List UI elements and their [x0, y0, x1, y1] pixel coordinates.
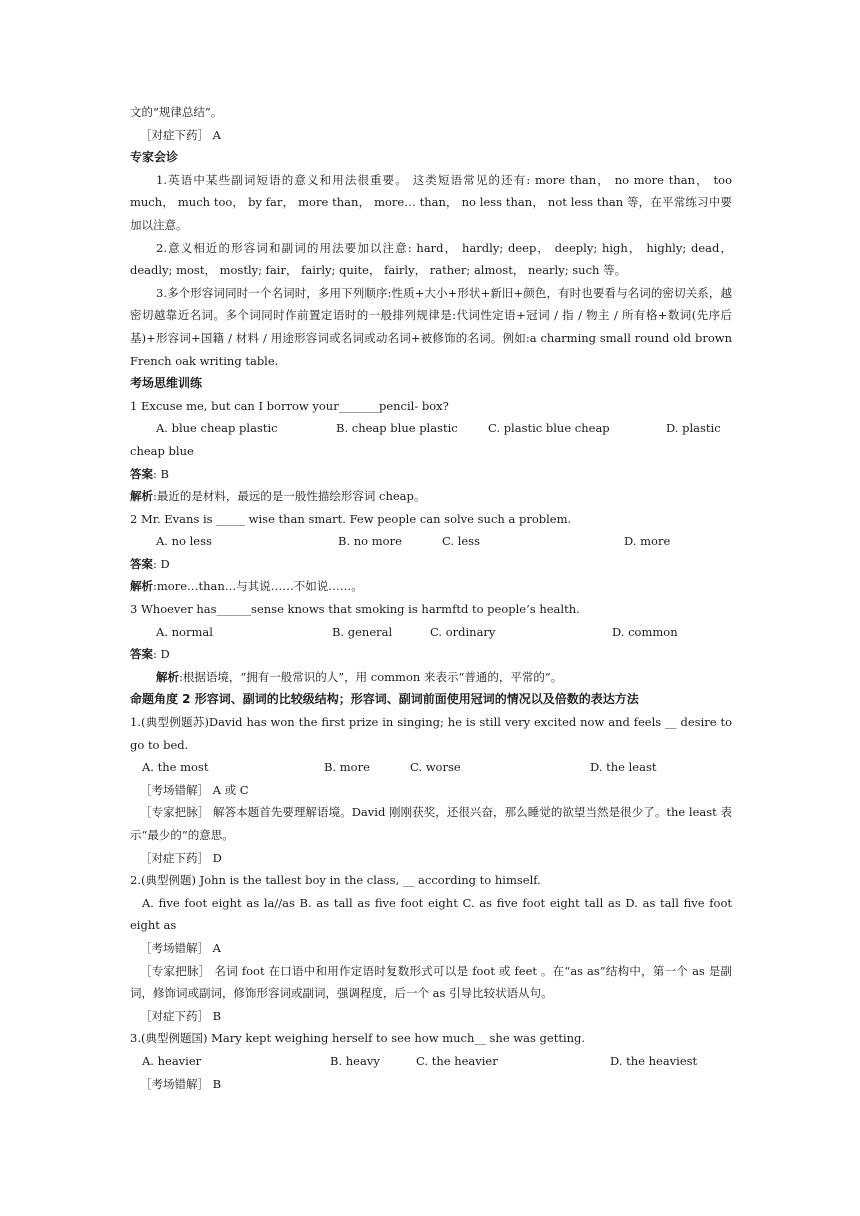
- option-b: B. heavy: [330, 1053, 380, 1068]
- mistake-line: ［考场错解］ A: [140, 940, 221, 955]
- section-heading-expert: 专家会诊: [130, 150, 179, 165]
- pulse-paragraph: ［专家把脉］ 解答本题首先要理解语境。David 刚刚获奖，还很兴奋，那么睡觉的欲望当然是很少了。the least 表示“最少的”的意思。: [130, 805, 732, 842]
- option-d: D. plastic: [666, 421, 721, 436]
- pulse-paragraph: ［专家把脉］ 名词 foot 在口语中和用作定语时复数形式可以是 foot 或 feet 。在“as as”结构中，第一个 as 是副词，修饰词或副词，修饰形容词或副词，强调程度，后一个 as 引导比较状语从句。: [130, 963, 732, 1001]
- text-line: 文的“规律总结”。: [130, 105, 223, 119]
- option-a: A. the most: [142, 760, 209, 775]
- option-b: B. more: [324, 760, 370, 775]
- option-d: D. the least: [590, 760, 657, 775]
- option-b: B. cheap blue plastic: [336, 421, 458, 436]
- option-a: A. no less: [156, 534, 212, 549]
- question-options: [130, 530, 732, 553]
- example-options: [130, 1050, 732, 1073]
- answer-line: 答案: B: [130, 466, 169, 481]
- mistake-line: ［考场错解］ B: [140, 1076, 222, 1091]
- option-d: D. more: [624, 534, 671, 549]
- mistake-line: ［考场错解］ A 或 C: [140, 782, 249, 797]
- example-options: A. five foot eight as la//as B. as tall as five foot eight C. as five foot eight tall as D. as tall five foot eight as: [130, 895, 732, 933]
- example-options: [130, 756, 732, 779]
- question-stem: 3 Whoever has______sense knows that smoking is harmftd to people’s health.: [130, 602, 580, 617]
- option-c: C. worse: [410, 760, 461, 775]
- option-c: C. the heavier: [416, 1053, 498, 1068]
- option-d: D. the heaviest: [610, 1053, 698, 1068]
- analysis-line: 解析:最近的是材料，最远的是一般性描绘形容词 cheap。: [130, 489, 426, 504]
- option-d: D. common: [612, 624, 678, 639]
- option-b: B. general: [332, 624, 393, 639]
- question-options: [130, 417, 732, 440]
- option-b: B. no more: [338, 534, 402, 549]
- remedy-line: ［对症下药］ D: [140, 850, 222, 865]
- option-a: A. heavier: [142, 1053, 202, 1068]
- analysis-line: 解析:根据语境，“拥有一般常识的人”，用 common 来表示“普通的，平常的”。: [156, 669, 563, 684]
- question-stem: 2 Mr. Evans is _____ wise than smart. Few people can solve such a problem.: [130, 511, 572, 526]
- document-page: [130, 101, 732, 1095]
- section-heading-training: 考场思维训练: [130, 376, 203, 391]
- paragraph-1: 1.英语中某些副词短语的意义和用法很重要。 这类短语常见的还有: more than， no more than， too much， much too， by far， more than， more… than， no less than， not less than 等，在平常练习中要加以注意。: [130, 172, 732, 232]
- example-stem: 1.(典型例题苏)David has won the first prize in singing; he is still very excited now and feels __ desire to go to bed.: [130, 715, 732, 752]
- paragraph-2: 2.意义相近的形容词和副词的用法要加以注意: hard， hardly; deep， deeply; high， highly; dead， deadly; most， mostly; fair， fairly; quite， fairly， rather; almost， nearly; such 等。: [130, 240, 732, 278]
- remedy-line: ［对症下药］ A: [140, 127, 221, 142]
- option-a: A. blue cheap plastic: [156, 421, 278, 436]
- option-continuation: cheap blue: [130, 443, 194, 458]
- section-heading-angle: 命题角度 2 形容词、副词的比较级结构；形容词、副词前面使用冠词的情况以及倍数的表达方法: [130, 692, 639, 707]
- question-stem: 1 Excuse me, but can I borrow your_______pencil- box?: [130, 398, 449, 413]
- answer-line: 答案: D: [130, 556, 170, 571]
- question-options: [130, 621, 732, 644]
- paragraph-3: 3.多个形容词同时一个名词时，多用下列顺序:性质+大小+形状+新旧+颜色，有时也要看与名词的密切关系，越密切越靠近名词。多个词同时作前置定语时的一般排列规律是:代词性定语+冠词 / 指 / 物主 / 所有格+数词(先序后基)+形容词+国籍 / 材料 / 用途形容词或名词或动名词+被修饰的名词。例如:a charming small round old brown French oak writing table.: [130, 285, 732, 368]
- option-c: C. plastic blue cheap: [488, 421, 610, 436]
- option-a: A. normal: [156, 624, 213, 639]
- remedy-line: ［对症下药］ B: [140, 1008, 222, 1023]
- example-stem: 3.(典型例题国) Mary kept weighing herself to see how much__ she was getting.: [130, 1031, 586, 1046]
- example-stem: 2.(典型例题) John is the tallest boy in the class, __ according to himself.: [130, 873, 541, 888]
- answer-line: 答案: D: [130, 647, 170, 662]
- option-c: C. ordinary: [430, 624, 496, 639]
- analysis-line: 解析:more…than…与其说……不如说……。: [130, 579, 363, 594]
- option-c: C. less: [442, 534, 480, 549]
